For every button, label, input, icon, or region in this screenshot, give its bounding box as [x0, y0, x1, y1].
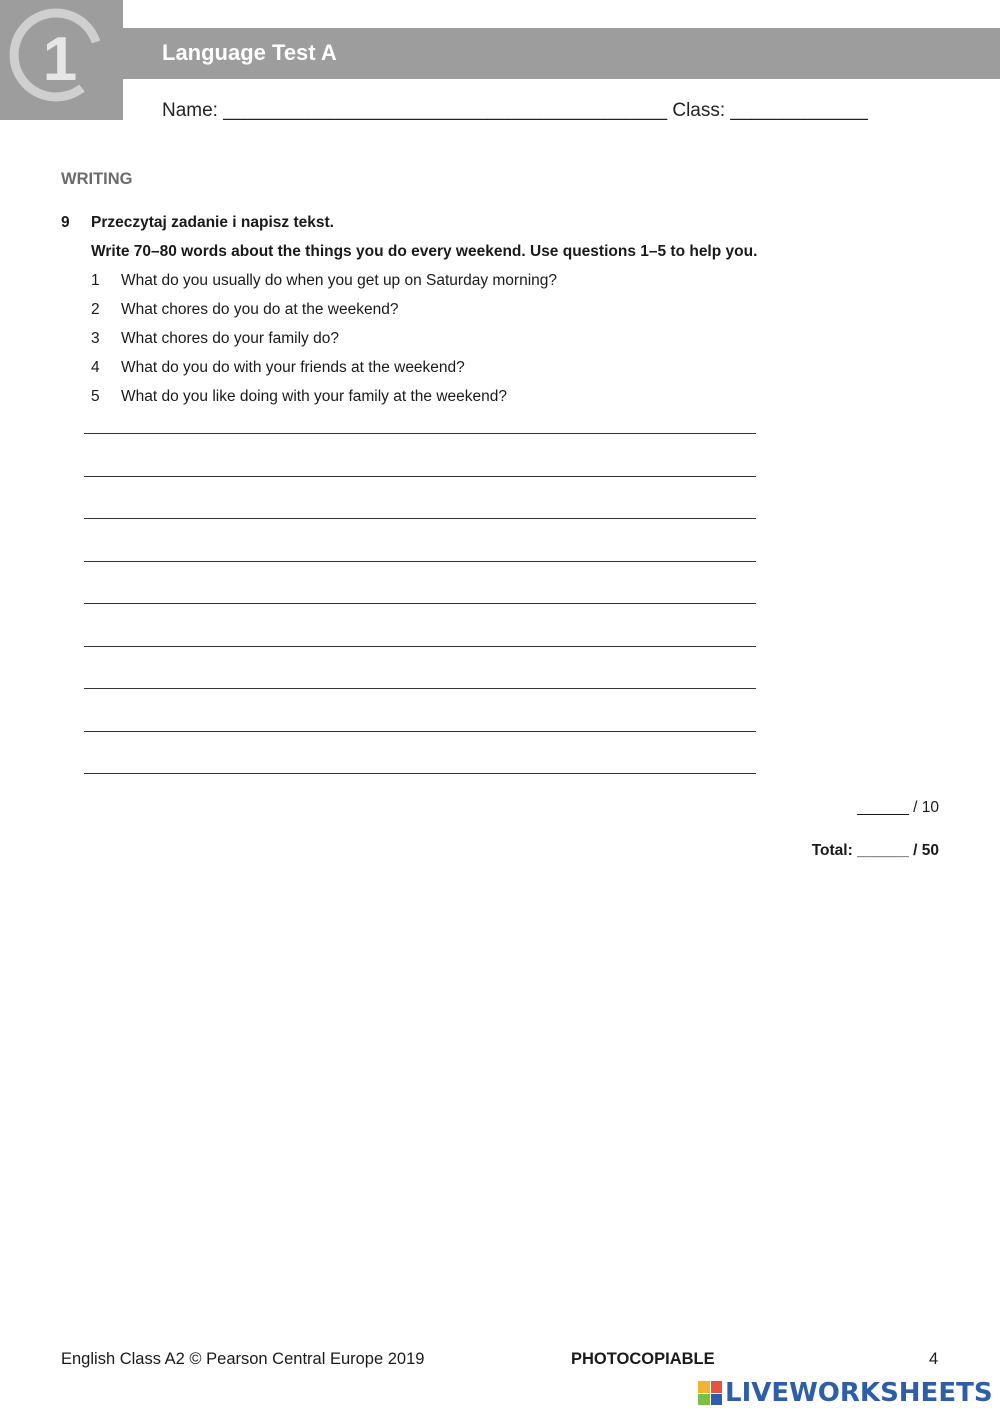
section-heading: WRITING — [61, 170, 133, 188]
total-score-field[interactable]: ______ — [857, 842, 909, 859]
brand-icon — [698, 1381, 722, 1405]
answer-line[interactable] — [84, 603, 756, 604]
task-instruction: Write 70–80 words about the things you do every weekend. Use questions 1–5 to help you. — [91, 243, 758, 260]
answer-line[interactable] — [84, 773, 756, 774]
task-score — [857, 799, 939, 817]
question-text: What chores do your family do? — [121, 330, 339, 347]
total-label: Total: — [811, 842, 853, 859]
class-field[interactable]: _____________ — [730, 100, 868, 121]
question-number: 3 — [91, 330, 100, 347]
task-score-field[interactable]: ______ — [857, 799, 909, 816]
answer-line[interactable] — [84, 476, 756, 477]
question-number: 1 — [91, 272, 100, 289]
page-title: Language Test A — [162, 40, 337, 65]
question-number: 5 — [91, 388, 100, 405]
task-title: Przeczytaj zadanie i napisz tekst. — [91, 214, 334, 231]
answer-line[interactable] — [84, 433, 756, 434]
total-score-max: / 50 — [913, 842, 939, 859]
answer-line[interactable] — [84, 688, 756, 689]
class-label: Class: — [672, 100, 726, 121]
question-text: What do you usually do when you get up on Saturday morning? — [121, 272, 557, 289]
unit-number: 1 — [42, 25, 78, 94]
question-number: 2 — [91, 301, 100, 318]
question-text: What chores do you do at the weekend? — [121, 301, 399, 318]
brand-logo[interactable] — [698, 1378, 993, 1408]
answer-area — [84, 433, 756, 816]
footer-copyright: English Class A2 © Pearson Central Europe 2019 — [61, 1350, 425, 1368]
question-text: What do you like doing with your family at the weekend? — [121, 388, 507, 405]
unit-number-badge — [0, 0, 123, 120]
question-text: What do you do with your friends at the weekend? — [121, 359, 465, 376]
brand-text: LIVEWORKSHEETS — [725, 1378, 993, 1408]
question-number: 4 — [91, 359, 100, 376]
name-label: Name: — [162, 100, 218, 121]
answer-line[interactable] — [84, 646, 756, 647]
answer-line[interactable] — [84, 731, 756, 732]
page-number: 4 — [929, 1350, 939, 1368]
task-score-max: / 10 — [913, 799, 939, 816]
name-field[interactable]: __________________________________________ — [223, 100, 668, 121]
footer-photocopiable: PHOTOCOPIABLE — [571, 1350, 715, 1368]
name-class-line — [162, 100, 868, 122]
title-bar — [123, 28, 1000, 79]
answer-line[interactable] — [84, 518, 756, 519]
unit-number-graphic — [0, 0, 123, 120]
answer-line[interactable] — [84, 561, 756, 562]
task-number: 9 — [61, 214, 70, 231]
total-score — [812, 842, 939, 860]
